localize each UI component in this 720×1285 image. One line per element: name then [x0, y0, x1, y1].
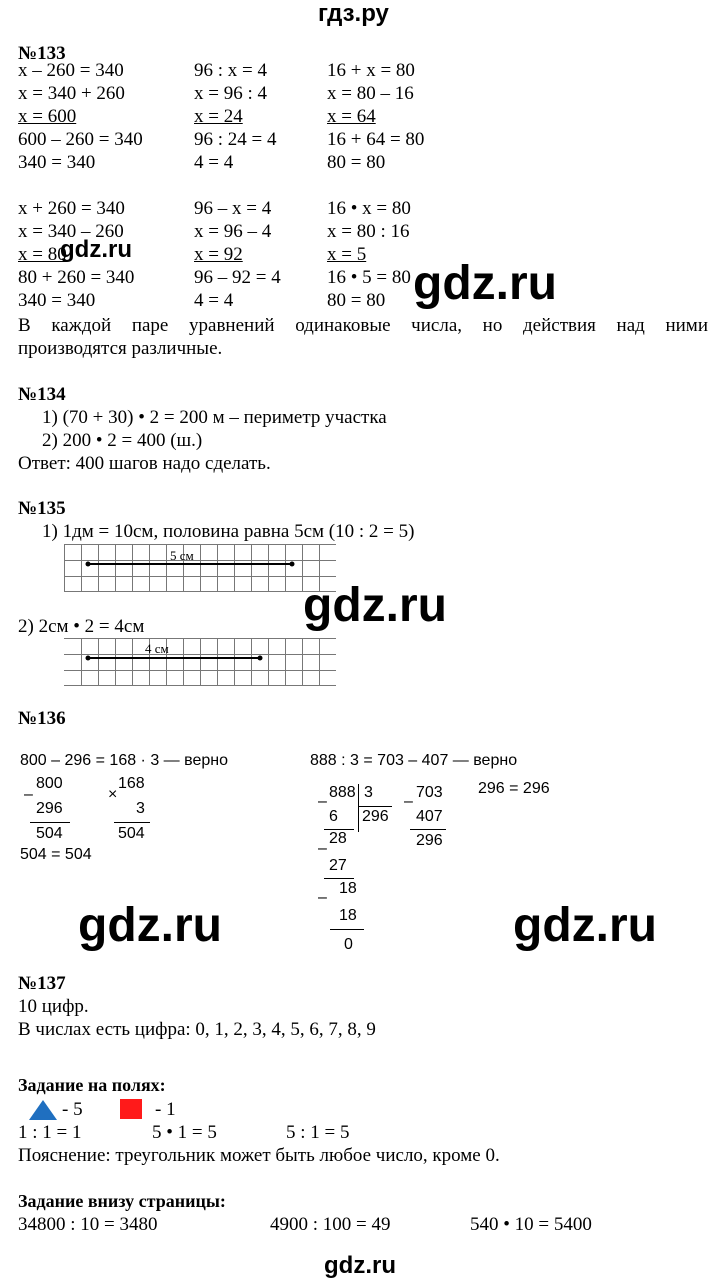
div-line	[324, 878, 354, 879]
bottom-eq: 4900 : 100 = 49	[270, 1214, 391, 1235]
margin-task-title: Задание на полях:	[18, 1075, 166, 1095]
equation-line: x = 96 : 4	[194, 83, 267, 104]
mul-line	[114, 822, 150, 823]
equation-check: 80 = 80	[327, 290, 386, 311]
equation-line: 96 – x = 4	[194, 198, 272, 219]
equation-check: 600 – 260 = 340	[18, 129, 143, 150]
equation-check: 340 = 340	[18, 290, 96, 311]
mul-factor-2: 3	[136, 800, 145, 817]
equation-check: 340 = 340	[18, 152, 96, 173]
equation-check: 96 – 92 = 4	[194, 267, 281, 288]
equation-line: x – 260 = 340	[18, 60, 124, 81]
square-icon	[120, 1099, 142, 1119]
equation-line: 16 + x = 80	[327, 60, 415, 81]
equation-answer: x = 64	[327, 106, 376, 127]
equation-line: 96 : x = 4	[194, 60, 267, 81]
div-sign: –	[318, 889, 327, 906]
watermark: gdz.ru	[513, 899, 657, 952]
equation-line: x = 96 – 4	[194, 221, 272, 242]
task-134-answer: Ответ: 400 шагов надо сделать.	[18, 453, 271, 474]
sub-line	[30, 822, 70, 823]
equation-check: 4 = 4	[194, 152, 234, 173]
div-step: 6	[329, 808, 338, 825]
task-135-line-1: 1) 1дм = 10см, половина равна 5см (10 : 2 = 5)	[42, 521, 415, 542]
task-133-col-5	[194, 197, 281, 312]
task-137-title: №137	[18, 973, 66, 994]
watermark: gdz.ru	[324, 1252, 396, 1279]
equation-check: 80 = 80	[327, 152, 386, 173]
margin-eq: 5 • 1 = 5	[152, 1122, 217, 1143]
margin-eq: 5 : 1 = 5	[286, 1122, 350, 1143]
grid-segment-5cm	[64, 544, 336, 592]
div-divisor: 3	[364, 784, 373, 801]
square-value: - 1	[155, 1099, 176, 1120]
task-133-col-2	[194, 59, 277, 174]
sub-subtrahend: 296	[36, 800, 63, 817]
equation-check: 96 : 24 = 4	[194, 129, 277, 150]
sub-result: 504	[36, 825, 63, 842]
sub-line	[410, 829, 446, 830]
task-135-line-2: 2) 2см • 2 = 4см	[18, 616, 145, 637]
equation-answer: x = 92	[194, 244, 243, 265]
equation-answer: x = 24	[194, 106, 243, 127]
equation-answer: x = 5	[327, 244, 367, 265]
sub-sign: –	[404, 793, 413, 810]
task-134-step-2: 2) 200 • 2 = 400 (ш.)	[42, 430, 203, 451]
sub-minuend: 703	[416, 784, 443, 801]
task-137-line-2: В числах есть цифра: 0, 1, 2, 3, 4, 5, 6, 7, 8, 9	[18, 1019, 376, 1040]
equation-line: x = 80 : 16	[327, 221, 410, 242]
check-equality: 504 = 504	[20, 846, 92, 863]
segment-label: 5 см	[170, 548, 194, 563]
div-step: 27	[329, 857, 347, 874]
div-divisor-line	[358, 806, 392, 807]
equation-check: 16 + 64 = 80	[327, 129, 425, 150]
margin-eq: 1 : 1 = 1	[18, 1122, 82, 1143]
triangle-value: - 5	[62, 1099, 83, 1120]
mul-sign: ×	[108, 786, 118, 803]
equation-line: x + 260 = 340	[18, 198, 125, 219]
equation-answer: x = 600	[18, 106, 77, 127]
task-134-step-1: 1) (70 + 30) • 2 = 200 м – периметр участка	[42, 407, 387, 428]
bottom-eq: 540 • 10 = 5400	[470, 1214, 592, 1235]
segment-label: 4 см	[145, 641, 169, 656]
equation-line: x = 80 – 16	[327, 83, 414, 104]
task-136-eq-1: 800 – 296 = 168 · 3 — верно	[20, 752, 228, 769]
bottom-eq: 34800 : 10 = 3480	[18, 1214, 158, 1235]
equation-check: 80 + 260 = 340	[18, 267, 135, 288]
sub-minuend: 800	[36, 775, 63, 792]
watermark: gdz.ru	[413, 257, 557, 310]
bottom-task-title: Задание внизу страницы:	[18, 1191, 226, 1211]
div-step: 28	[329, 830, 347, 847]
check-equality: 296 = 296	[478, 780, 550, 797]
div-line	[330, 929, 364, 930]
equation-line: 16 • x = 80	[327, 198, 411, 219]
div-bar	[358, 784, 359, 832]
task-136-title: №136	[18, 708, 66, 729]
mul-factor-1: 168	[118, 775, 145, 792]
task-133-col-1	[18, 59, 143, 174]
equation-line: x = 340 – 260	[18, 221, 124, 242]
div-step: 18	[339, 907, 357, 924]
site-header: гдз.ру	[318, 0, 389, 27]
task-136-eq-2: 888 : 3 = 703 – 407 — верно	[310, 752, 518, 769]
triangle-icon	[28, 1099, 58, 1121]
div-quotient: 296	[362, 808, 389, 825]
div-step: 18	[339, 880, 357, 897]
mul-result: 504	[118, 825, 145, 842]
task-133-title: №133	[18, 43, 66, 64]
task-134-title: №134	[18, 384, 66, 405]
task-133-note	[18, 314, 708, 360]
watermark: gdz.ru	[60, 236, 132, 263]
equation-line: x = 340 + 260	[18, 83, 125, 104]
task-133-col-3	[327, 59, 424, 174]
div-dividend: 888	[329, 784, 356, 801]
equation-check: 4 = 4	[194, 290, 234, 311]
note-line: производятся различные.	[18, 338, 223, 359]
watermark: gdz.ru	[303, 579, 447, 632]
div-remainder: 0	[344, 936, 353, 953]
grid-segment-4cm	[64, 638, 336, 686]
equation-check: 16 • 5 = 80	[327, 267, 411, 288]
watermark: gdz.ru	[78, 899, 222, 952]
div-sign: –	[318, 840, 327, 857]
note-line: В каждой паре уравнений одинаковые числа, но действия над ними	[18, 315, 708, 336]
equation-answer: x = 80	[18, 244, 67, 265]
sub-subtrahend: 407	[416, 808, 443, 825]
task-133-col-6	[327, 197, 411, 312]
margin-explanation: Пояснение: треугольник может быть любое число, кроме 0.	[18, 1145, 500, 1166]
sub-sign: –	[24, 786, 33, 803]
task-137-line-1: 10 цифр.	[18, 996, 89, 1017]
task-135-title: №135	[18, 498, 66, 519]
sub-result: 296	[416, 832, 443, 849]
div-sign: –	[318, 793, 327, 810]
